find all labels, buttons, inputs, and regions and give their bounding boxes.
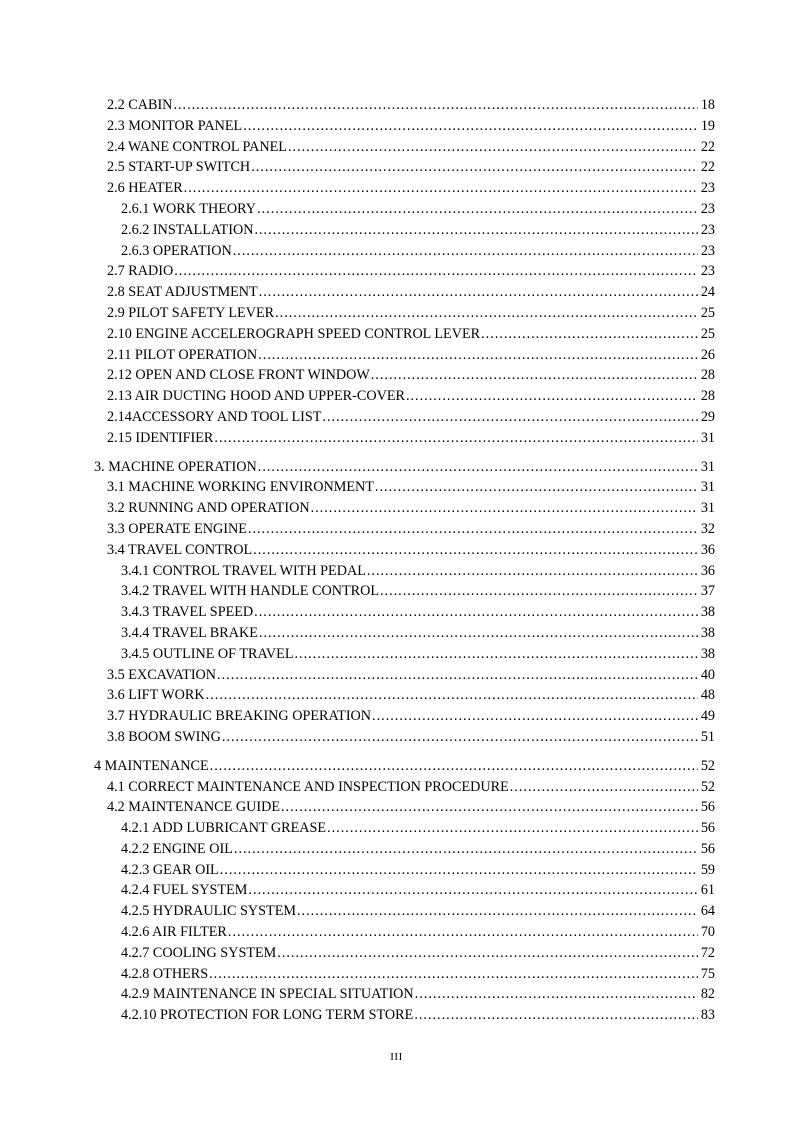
dot-leader	[214, 428, 698, 449]
dot-leader	[220, 860, 698, 881]
toc-entry-page: 82	[700, 986, 715, 1003]
toc-entry-page: 26	[700, 346, 715, 363]
dot-leader	[288, 137, 698, 158]
toc-entry-title: 2.11 PILOT OPERATION	[107, 346, 258, 363]
dot-leader	[372, 706, 698, 727]
toc-entry-page: 25	[700, 304, 715, 321]
toc-entry[interactable]	[121, 818, 715, 839]
dot-leader	[294, 644, 698, 665]
dot-leader	[327, 818, 698, 839]
toc-entry-title: 4.2.8 OTHERS	[121, 965, 209, 982]
toc-entry-title: 3.4.5 OUTLINE OF TRAVEL	[121, 645, 294, 662]
dot-leader	[217, 665, 698, 686]
dot-leader	[253, 540, 698, 561]
toc-entry[interactable]	[121, 922, 715, 943]
toc-entry-title: 4.2.1 ADD LUBRICANT GREASE	[121, 820, 327, 837]
toc-entry[interactable]	[107, 428, 715, 449]
dot-leader	[258, 345, 698, 366]
toc-entry-page: 22	[700, 138, 715, 155]
toc-entry-title: 2.8 SEAT ADJUSTMENT	[107, 284, 258, 301]
toc-entry-page: 38	[700, 645, 715, 662]
toc-entry-page: 31	[700, 479, 715, 496]
dot-leader	[210, 756, 698, 777]
toc-entry-title: 2.6.2 INSTALLATION	[121, 221, 254, 238]
toc-entry-page: 59	[700, 861, 715, 878]
dot-leader	[251, 157, 698, 178]
toc-entry-title: 3.7 HYDRAULIC BREAKING OPERATION	[107, 708, 372, 725]
toc-entry-title: 4.2.5 HYDRAULIC SYSTEM	[121, 903, 296, 920]
toc-entry-title: 3.6 LIFT WORK	[107, 687, 205, 704]
dot-leader	[311, 498, 698, 519]
toc-entry[interactable]	[107, 303, 715, 324]
dot-leader	[414, 1005, 698, 1026]
table-of-contents	[0, 95, 793, 1026]
dot-leader	[248, 519, 698, 540]
toc-entry[interactable]	[107, 178, 715, 199]
dot-leader	[228, 922, 698, 943]
toc-entry-page: 31	[700, 458, 715, 475]
toc-entry[interactable]	[107, 386, 715, 407]
toc-entry-title: 2.3 MONITOR PANEL	[107, 117, 243, 134]
toc-entry-title: 4.2.7 COOLING SYSTEM	[121, 944, 277, 961]
toc-entry-page: 32	[700, 520, 715, 537]
toc-entry-page: 36	[700, 562, 715, 579]
toc-entry-title: 2.4 WANE CONTROL PANEL	[107, 138, 287, 155]
toc-entry[interactable]	[121, 901, 715, 922]
toc-entry-title: 3.4 TRAVEL CONTROL	[107, 541, 253, 558]
dot-leader	[481, 324, 698, 345]
toc-entry-title: 3. MACHINE OPERATION	[94, 458, 257, 475]
toc-entry-title: 3.4.4 TRAVEL BRAKE	[121, 624, 258, 641]
dot-leader	[222, 727, 698, 748]
toc-entry-page: 24	[700, 284, 715, 301]
section-gap	[0, 748, 793, 756]
toc-entry-title: 3.1 MACHINE WORKING ENVIRONMENT	[107, 479, 374, 496]
toc-entry-title: 4.2.4 FUEL SYSTEM	[121, 882, 248, 899]
toc-entry[interactable]	[107, 706, 715, 727]
toc-entry[interactable]	[121, 241, 715, 262]
dot-leader	[415, 984, 698, 1005]
toc-entry-title: 4.1 CORRECT MAINTENANCE AND INSPECTION PROCEDURE	[107, 778, 509, 795]
toc-entry-title: 2.6.3 OPERATION	[121, 242, 232, 259]
toc-entry-title: 2.12 OPEN AND CLOSE FRONT WINDOW	[107, 367, 370, 384]
toc-entry[interactable]	[121, 943, 715, 964]
toc-entry[interactable]	[107, 324, 715, 345]
dot-leader	[322, 407, 698, 428]
toc-entry-page: 56	[700, 820, 715, 837]
toc-entry[interactable]	[107, 477, 715, 498]
dot-leader	[254, 220, 698, 241]
toc-entry-title: 2.6.1 WORK THEORY	[121, 200, 257, 217]
toc-entry[interactable]	[107, 498, 715, 519]
toc-entry-page: 23	[700, 242, 715, 259]
toc-entry[interactable]	[121, 581, 715, 602]
toc-entry[interactable]	[107, 519, 715, 540]
toc-entry-page: 56	[700, 799, 715, 816]
toc-entry[interactable]	[121, 602, 715, 623]
toc-entry[interactable]	[107, 665, 715, 686]
toc-entry[interactable]	[107, 365, 715, 386]
dot-leader	[234, 839, 698, 860]
dot-leader	[380, 581, 698, 602]
toc-entry-title: 4.2.3 GEAR OIL	[121, 861, 219, 878]
toc-entry-title: 4.2.2 ENGINE OIL	[121, 840, 233, 857]
toc-entry-page: 51	[700, 728, 715, 745]
toc-entry-page: 19	[700, 117, 715, 134]
toc-entry-page: 37	[700, 583, 715, 600]
toc-entry-page: 38	[700, 604, 715, 621]
toc-entry-title: 4.2 MAINTENANCE GUIDE	[107, 799, 280, 816]
toc-entry[interactable]	[121, 199, 715, 220]
toc-entry-page: 75	[700, 965, 715, 982]
toc-entry-title: 2.7 RADIO	[107, 263, 174, 280]
toc-entry-title: 3.2 RUNNING AND OPERATION	[107, 500, 310, 517]
toc-entry-page: 18	[700, 97, 715, 113]
dot-leader	[371, 365, 698, 386]
toc-entry[interactable]	[94, 756, 715, 777]
toc-entry[interactable]	[121, 1005, 715, 1026]
toc-entry[interactable]	[107, 157, 715, 178]
dot-leader	[206, 685, 698, 706]
dot-leader	[243, 116, 698, 137]
toc-entry-page: 29	[700, 408, 715, 425]
toc-entry[interactable]	[107, 95, 715, 116]
toc-entry-title: 3.4.2 TRAVEL WITH HANDLE CONTROL	[121, 583, 379, 600]
toc-entry-page: 61	[700, 882, 715, 899]
toc-entry-page: 23	[700, 180, 715, 197]
toc-entry-page: 23	[700, 221, 715, 238]
dot-leader	[259, 623, 698, 644]
toc-entry[interactable]	[107, 137, 715, 158]
toc-entry-page: 83	[700, 1007, 715, 1024]
dot-leader	[248, 880, 698, 901]
toc-entry-title: 4.2.10 PROTECTION FOR LONG TERM STORE	[121, 1007, 414, 1024]
toc-entry-page: 48	[700, 687, 715, 704]
dot-leader	[281, 797, 698, 818]
toc-entry[interactable]	[107, 282, 715, 303]
toc-entry-title: 4.2.6 AIR FILTER	[121, 924, 227, 941]
dot-leader	[275, 303, 698, 324]
toc-entry-page: 49	[700, 708, 715, 725]
toc-entry-page: 31	[700, 500, 715, 517]
toc-entry-title: 4 MAINTENANCE	[94, 757, 209, 774]
toc-entry-page: 25	[700, 325, 715, 342]
toc-entry-page: 36	[700, 541, 715, 558]
dot-leader	[184, 178, 698, 199]
toc-entry-page: 22	[700, 159, 715, 176]
toc-entry[interactable]	[107, 777, 715, 798]
toc-entry[interactable]	[107, 540, 715, 561]
toc-entry-title: 4.2.9 MAINTENANCE IN SPECIAL SITUATION	[121, 986, 414, 1003]
toc-entry[interactable]	[107, 407, 715, 428]
toc-entry[interactable]	[107, 797, 715, 818]
toc-entry[interactable]	[121, 644, 715, 665]
toc-entry-title: 2.9 PILOT SAFETY LEVER	[107, 304, 275, 321]
toc-entry-page: 56	[700, 840, 715, 857]
toc-entry-page: 64	[700, 903, 715, 920]
dot-leader	[258, 457, 698, 478]
toc-entry-page: 38	[700, 624, 715, 641]
toc-entry-page: 72	[700, 944, 715, 961]
toc-entry-page: 52	[700, 757, 715, 774]
dot-leader	[406, 386, 698, 407]
toc-entry-title: 3.8 BOOM SWING	[107, 728, 221, 745]
dot-leader	[259, 282, 698, 303]
toc-entry-page: 23	[700, 200, 715, 217]
dot-leader	[510, 777, 698, 798]
toc-entry[interactable]	[107, 685, 715, 706]
dot-leader	[254, 602, 698, 623]
toc-entry-page: 28	[700, 388, 715, 405]
toc-entry-title: 3.4.1 CONTROL TRAVEL WITH PEDAL	[121, 562, 366, 579]
toc-entry[interactable]	[121, 860, 715, 881]
toc-entry-page: 31	[700, 429, 715, 446]
toc-entry-title: 2.10 ENGINE ACCELEROGRAPH SPEED CONTROL LEVER	[107, 325, 481, 342]
dot-leader	[257, 199, 698, 220]
dot-leader	[277, 943, 698, 964]
section-gap	[0, 449, 793, 457]
dot-leader	[174, 261, 698, 282]
toc-entry-title: 2.5 START-UP SWITCH	[107, 159, 251, 176]
toc-entry[interactable]	[121, 839, 715, 860]
toc-entry-title: 2.15 IDENTIFIER	[107, 429, 214, 446]
toc-entry[interactable]	[107, 345, 715, 366]
toc-entry-page: 70	[700, 924, 715, 941]
toc-entry-page: 52	[700, 778, 715, 795]
toc-entry-title: 2.14ACCESSORY AND TOOL LIST	[107, 408, 322, 425]
dot-leader	[297, 901, 698, 922]
toc-entry[interactable]	[121, 880, 715, 901]
toc-entry[interactable]	[121, 220, 715, 241]
toc-entry[interactable]	[94, 457, 715, 478]
dot-leader	[233, 241, 698, 262]
toc-entry-page: 40	[700, 666, 715, 683]
page-number: III	[390, 1051, 403, 1063]
dot-leader	[209, 964, 698, 985]
toc-entry[interactable]	[107, 727, 715, 748]
toc-entry[interactable]	[107, 261, 715, 282]
toc-entry-page: 28	[700, 367, 715, 384]
toc-entry-title: 3.5 EXCAVATION	[107, 666, 217, 683]
toc-entry[interactable]	[107, 116, 715, 137]
dot-leader	[375, 477, 698, 498]
toc-entry-page: 23	[700, 263, 715, 280]
toc-entry[interactable]	[121, 561, 715, 582]
dot-leader	[367, 561, 698, 582]
toc-entry-title: 2.6 HEATER	[107, 180, 183, 197]
toc-entry-title: 2.2 CABIN	[107, 97, 173, 113]
toc-entry[interactable]	[121, 984, 715, 1005]
toc-entry-title: 3.3 OPERATE ENGINE	[107, 520, 247, 537]
toc-entry-title: 3.4.3 TRAVEL SPEED	[121, 604, 254, 621]
dot-leader	[173, 95, 698, 116]
toc-entry[interactable]	[121, 964, 715, 985]
toc-entry[interactable]	[121, 623, 715, 644]
toc-entry-title: 2.13 AIR DUCTING HOOD AND UPPER-COVER	[107, 388, 405, 405]
